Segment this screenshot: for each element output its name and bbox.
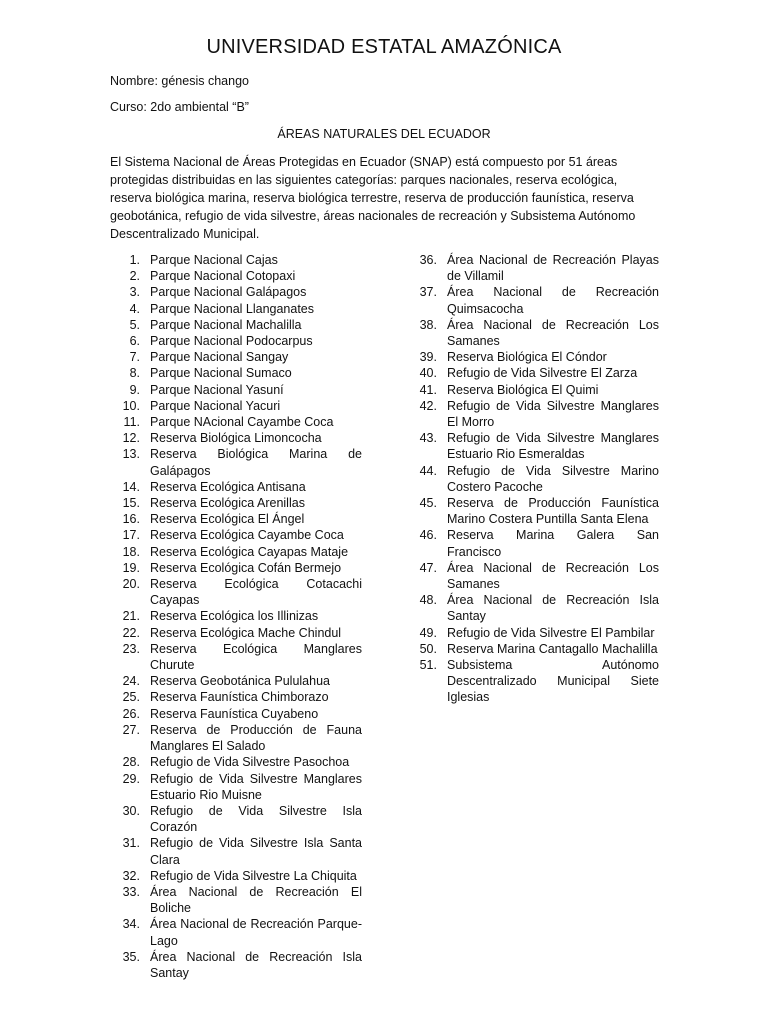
list-item-number: 18. (122, 544, 140, 559)
list-item-number: 46. (419, 528, 437, 543)
list-item-number: 36. (419, 253, 437, 267)
list-item-text: Reserva Ecológica Cayapas Mataje (150, 544, 349, 559)
list-item-number: 22. (122, 625, 140, 640)
list-item-text: Reserva Ecológica Cotacachi Cayapas (150, 577, 362, 608)
list-item-text: Refugio de Vida Silvestre La Chiquita (150, 868, 357, 883)
list-item (108, 949, 362, 981)
list-item-text: Área Nacional de Recreación Playas de Villamil (447, 253, 659, 284)
list-item (407, 284, 659, 316)
list-item (108, 430, 362, 446)
list-item-number: 31. (122, 836, 140, 851)
list-item (407, 252, 659, 284)
list-item-number: 9. (129, 382, 140, 397)
list-item-number: 6. (129, 334, 140, 349)
list-item (407, 382, 659, 398)
list-item (108, 754, 362, 770)
list-item (108, 511, 362, 527)
list-item (407, 495, 659, 527)
list-item-number: 20. (122, 577, 140, 592)
list-item-number: 38. (419, 317, 437, 332)
list-item-text: Parque Nacional Podocarpus (150, 334, 313, 349)
list-item-number: 48. (419, 593, 437, 608)
list-item-text: Área Nacional de Recreación El Boliche (150, 884, 362, 916)
list-item (407, 527, 659, 559)
list-item-text: Área Nacional de Recreación Parque-Lago (150, 917, 362, 948)
intro-paragraph: El Sistema Nacional de Áreas Protegidas en Ecuador (SNAP) está compuesto por 51 áreas protegidas distribuidas en las siguientes categorías: parques nacionales, reserva ecológica, reserva biológica marina, reserva biológica terrestre, reserva de producción faunística, reserva geobotánica, refugio de vida silvestre, áreas nacionales de recreación y Subsistema Autónomo Descentralizado Municipal. (110, 155, 636, 241)
list-item-text: Parque Nacional Sangay (150, 350, 289, 365)
list-item-number: 19. (122, 560, 140, 575)
list-item-number: 45. (419, 496, 437, 511)
list-item-text: Refugio de Vida Silvestre Isla Corazón (150, 803, 362, 835)
list-item (108, 495, 362, 511)
list-item (407, 430, 659, 462)
list-item-text: Área Nacional de Recreación Quimsacocha (447, 285, 659, 316)
list-item (108, 641, 362, 673)
list-item-text: Refugio de Vida Silvestre Marino Costero Pacoche (447, 463, 659, 494)
list-item-text: Reserva Ecológica los Illinizas (150, 609, 319, 624)
list-item-text: Refugio de Vida Silvestre Manglares El Morro (447, 398, 659, 430)
list-item (108, 284, 362, 300)
list-item-number: 41. (419, 382, 437, 397)
list-item-number: 10. (122, 398, 140, 413)
list-item-text: Parque Nacional Cotopaxi (150, 269, 296, 284)
list-item-number: 7. (129, 350, 140, 365)
list-item (108, 706, 362, 722)
list-item (407, 349, 659, 365)
list-item (108, 868, 362, 884)
list-item-number: 16. (122, 512, 140, 527)
list-item-number: 33. (122, 884, 140, 899)
list-item-number: 37. (419, 285, 437, 300)
list-item (108, 333, 362, 349)
list-item-number: 35. (122, 949, 140, 964)
list-item-text: Parque Nacional Sumaco (150, 366, 292, 381)
list-item-number: 13. (122, 447, 140, 462)
list-item (108, 560, 362, 576)
list-item (108, 722, 362, 754)
list-item-text: Refugio de Vida Silvestre Manglares Estuario Rio Muisne (150, 771, 362, 802)
list-item (407, 560, 659, 592)
list-item (108, 527, 362, 543)
list-item (108, 382, 362, 398)
list-item-number: 42. (419, 398, 437, 413)
list-item-text: Reserva de Producción de Fauna Manglares El Salado (150, 722, 362, 754)
list-item-number: 24. (122, 674, 140, 689)
list-item (407, 592, 659, 624)
list-item-number: 14. (122, 479, 140, 494)
list-item-text: Reserva Faunística Chimborazo (150, 690, 329, 705)
list-item-text: Reserva Geobotánica Pululahua (150, 674, 330, 689)
list-item-number: 50. (419, 641, 437, 656)
list-item-text: Área Nacional de Recreación Los Samanes (447, 560, 659, 592)
list-item-number: 11. (123, 415, 140, 430)
list-item-text: Parque Nacional Llanganates (150, 301, 315, 316)
list-item (108, 365, 362, 381)
list-item-text: Área Nacional de Recreación Isla Santay (150, 949, 362, 980)
list-item (108, 317, 362, 333)
list-item-number: 21. (122, 609, 140, 624)
list-item-number: 32. (122, 868, 140, 883)
list-item-number: 39. (419, 350, 437, 365)
list-item-text: Reserva Ecológica Mache Chindul (150, 625, 342, 640)
list-item-text: Reserva Biológica El Quimi (447, 382, 599, 397)
list-item-text: Parque NAcional Cayambe Coca (150, 415, 334, 430)
list-item-text: Subsistema Autónomo Descentralizado Municipal Siete Iglesias (447, 658, 659, 705)
list-item (407, 641, 659, 657)
list-item-text: Reserva Ecológica Cayambe Coca (150, 528, 344, 543)
list-item-number: 44. (419, 463, 437, 478)
list-item (108, 446, 362, 478)
list-item-number: 29. (122, 771, 140, 786)
list-item (108, 398, 362, 414)
list-item-text: Reserva Marina Galera San Francisco (447, 528, 659, 559)
list-item (108, 301, 362, 317)
list-item-text: Parque Nacional Machalilla (150, 317, 302, 332)
list-item-number: 4. (129, 301, 140, 316)
list-item (108, 576, 362, 608)
list-item-text: Refugio de Vida Silvestre El Pambilar (447, 625, 655, 640)
list-item (108, 625, 362, 641)
list-item-text: Refugio de Vida Silvestre Isla Santa Clara (150, 836, 362, 867)
list-item-text: Reserva Faunística Cuyabeno (150, 706, 319, 721)
list-item-number: 15. (122, 496, 140, 511)
list-item-number: 2. (129, 269, 140, 284)
list-item-text: Parque Nacional Galápagos (150, 285, 307, 300)
list-item-text: Reserva Ecológica Arenillas (150, 496, 305, 511)
list-item (108, 544, 362, 560)
list-item (108, 689, 362, 705)
list-item (407, 625, 659, 641)
list-item-number: 47. (419, 560, 437, 575)
course-line: Curso: 2do ambiental “B” (110, 100, 249, 114)
list-item-number: 26. (122, 706, 140, 721)
list-item-number: 25. (122, 690, 140, 705)
list-item-number: 28. (122, 755, 140, 770)
list-item-text: Reserva Biológica Limoncocha (150, 431, 322, 446)
list-item (108, 608, 362, 624)
list-item (108, 414, 362, 430)
list-item-text: Reserva Ecológica Manglares Churute (150, 641, 362, 673)
list-item (407, 463, 659, 495)
list-item-text: Parque Nacional Yacuri (150, 398, 281, 413)
list-item-number: 27. (122, 722, 140, 737)
list-item (108, 349, 362, 365)
list-item-text: Área Nacional de Recreación Isla Santay (447, 593, 659, 624)
list-item-text: Refugio de Vida Silvestre Manglares Estuario Rio Esmeraldas (447, 431, 659, 462)
list-item (108, 479, 362, 495)
student-name: Nombre: génesis chango (110, 74, 249, 88)
section-heading: ÁREAS NATURALES DEL ECUADOR (277, 127, 491, 141)
list-item (108, 835, 362, 867)
list-item (108, 916, 362, 948)
list-item (108, 252, 362, 268)
list-item (407, 317, 659, 349)
list-item-text: Reserva de Producción Faunística Marino Costera Puntilla Santa Elena (447, 496, 659, 527)
list-item-number: 8. (129, 366, 140, 381)
list-item (407, 398, 659, 430)
list-item (108, 673, 362, 689)
list-item (407, 657, 659, 706)
list-item-number: 51. (419, 658, 437, 673)
list-item-number: 1. (129, 253, 140, 267)
list-item-number: 3. (129, 285, 140, 300)
list-item (108, 268, 362, 284)
list-item-text: Reserva Ecológica Antisana (150, 479, 306, 494)
list-item-text: Parque Nacional Yasuní (150, 382, 284, 397)
list-item-number: 49. (419, 625, 437, 640)
list-item-text: Reserva Biológica Marina de Galápagos (150, 447, 362, 478)
list-item-number: 43. (419, 431, 437, 446)
list-item-number: 5. (129, 317, 140, 332)
areas-list-left (108, 252, 362, 981)
list-item-number: 30. (122, 803, 140, 818)
list-item (108, 771, 362, 803)
list-item-number: 12. (122, 431, 140, 446)
list-item (108, 884, 362, 916)
list-item-number: 23. (122, 641, 140, 656)
list-item (108, 803, 362, 835)
list-item-number: 40. (419, 366, 437, 381)
list-item-text: Refugio de Vida Silvestre El Zarza (447, 366, 638, 381)
list-item-text: Reserva Biológica El Cóndor (447, 350, 607, 365)
list-item (407, 365, 659, 381)
list-item-text: Área Nacional de Recreación Los Samanes (447, 317, 659, 349)
list-item-text: Reserva Ecológica El Ángel (150, 512, 305, 527)
list-item-text: Reserva Marina Cantagallo Machalilla (447, 641, 658, 656)
document-title: UNIVERSIDAD ESTATAL AMAZÓNICA (206, 36, 562, 58)
list-item-text: Parque Nacional Cajas (150, 253, 278, 267)
list-item-number: 34. (122, 917, 140, 932)
list-item-number: 17. (122, 528, 140, 543)
list-item-text: Refugio de Vida Silvestre Pasochoa (150, 755, 350, 770)
areas-list-right (407, 252, 659, 706)
list-item-text: Reserva Ecológica Cofán Bermejo (150, 560, 342, 575)
